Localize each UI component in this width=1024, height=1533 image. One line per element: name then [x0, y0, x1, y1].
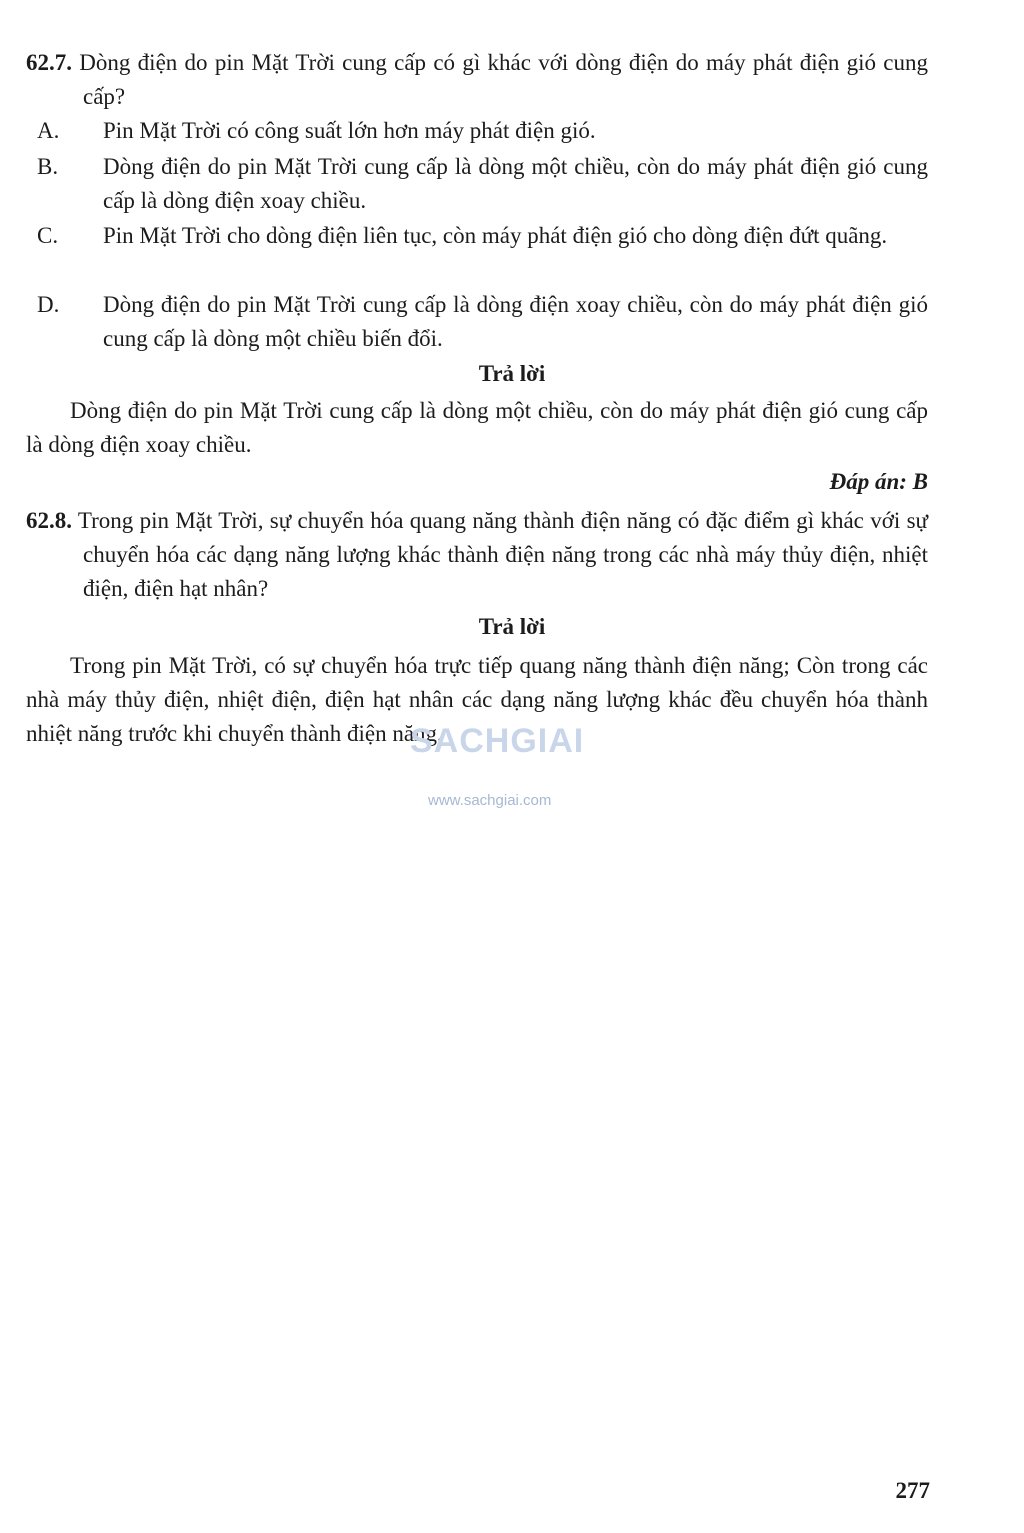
option-c	[37, 219, 928, 253]
question-62-8	[26, 504, 928, 606]
option-label: B.	[37, 154, 59, 179]
watermark-url: www.sachgiai.com	[428, 792, 552, 809]
answer-heading: Trả lời	[478, 361, 546, 386]
option-label: D.	[37, 292, 60, 317]
question-62-7	[26, 46, 928, 114]
answer-text: Trong pin Mặt Trời, có sự chuyển hóa trực tiếp quang năng thành điện năng; Còn trong các nhà máy thủy điện, nhiệt điện, điện hạt nhân các dạng năng lượng khác đều chuyển hóa thành nhiệt năng trước khi chuyển thành điện năng.	[26, 653, 928, 746]
watermark	[410, 712, 620, 812]
answer-text: Dòng điện do pin Mặt Trời cung cấp là dòng một chiều, còn do máy phát điện gió cung cấp là dòng điện xoay chiều.	[26, 398, 928, 457]
page-number: 277	[895, 1478, 930, 1503]
option-d	[37, 288, 928, 356]
watermark-brand: SACHGIAI	[410, 722, 585, 760]
option-text: Dòng điện do pin Mặt Trời cung cấp là dòng một chiều, còn do máy phát điện gió cung cấp là dòng điện xoay chiều.	[103, 154, 928, 213]
question-text: Dòng điện do pin Mặt Trời cung cấp có gì khác với dòng điện do máy phát điện gió cung cấp?	[79, 50, 928, 109]
question-number: 62.7.	[26, 50, 72, 75]
option-text: Pin Mặt Trời cho dòng điện liên tục, còn máy phát điện gió cho dòng điện đứt quãng.	[103, 223, 888, 248]
option-a	[37, 114, 928, 148]
option-text: Pin Mặt Trời có công suất lớn hơn máy phát điện gió.	[103, 118, 596, 143]
question-text: Trong pin Mặt Trời, sự chuyển hóa quang năng thành điện năng có đặc điểm gì khác với sự chuyển hóa các dạng năng lượng khác thành điện năng trong các nhà máy thủy điện, nhiệt điện, điện hạt nhân?	[77, 508, 928, 601]
option-label: C.	[37, 223, 59, 248]
option-b	[37, 150, 928, 218]
answer-key: Đáp án: B	[829, 469, 928, 494]
question-number: 62.8.	[26, 508, 72, 533]
answer-heading: Trả lời	[478, 614, 546, 639]
option-label: A.	[37, 118, 60, 143]
option-text: Dòng điện do pin Mặt Trời cung cấp là dòng điện xoay chiều, còn do máy phát điện gió cung cấp là dòng một chiều biến đổi.	[103, 292, 928, 351]
